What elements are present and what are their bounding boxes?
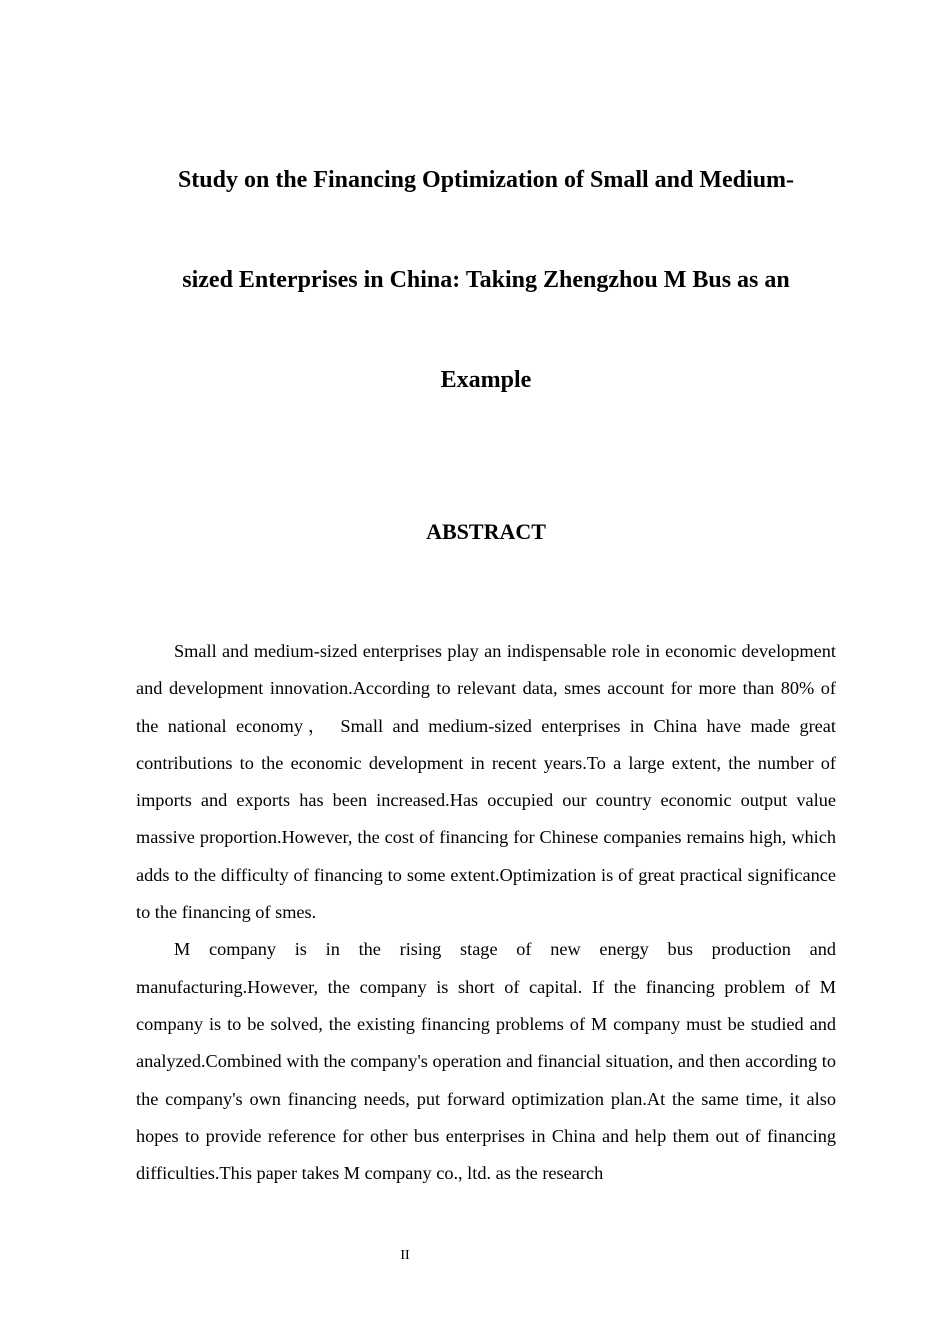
title-line: Study on the Financing Optimization of Small and Medium- [177, 167, 795, 193]
abstract-heading: ABSTRACT [426, 519, 546, 544]
page-number: II [400, 1248, 410, 1263]
abstract-body [136, 633, 836, 1192]
paper-title [136, 130, 836, 430]
abstract-paragraph: Small and medium-sized enterprises play an indispensable role in economic development and development innovation.According to relevant data, smes account for more than 80% of the national economy， Small and medium-sized enterprises in China have made great contributions to the economic development in recent years.To a large extent, the number of imports and exports has been increased.Has occupied our country economic output value massive proportion.However, the cost of financing for Chinese companies remains high, which adds to the difficulty of financing to some extent.Optimization is of great practical significance to the financing of smes. [136, 641, 836, 923]
abstract-paragraph: M company is in the rising stage of new energy bus production and manufacturing.However, the company is short of capital. If the financing problem of M company is to be solved, the existing financing problems of M company must be studied and analyzed.Combined with the company's operation and financial situation, and then according to the company's own financing needs, put forward optimization plan.At the same time, it also hopes to provide reference for other bus enterprises in China and help them out of financing difficulties.This paper takes M company co., ltd. as the research [136, 939, 836, 1184]
title-line: Example [440, 367, 532, 393]
title-line: sized Enterprises in China: Taking Zhengzhou M Bus as an [182, 267, 790, 293]
